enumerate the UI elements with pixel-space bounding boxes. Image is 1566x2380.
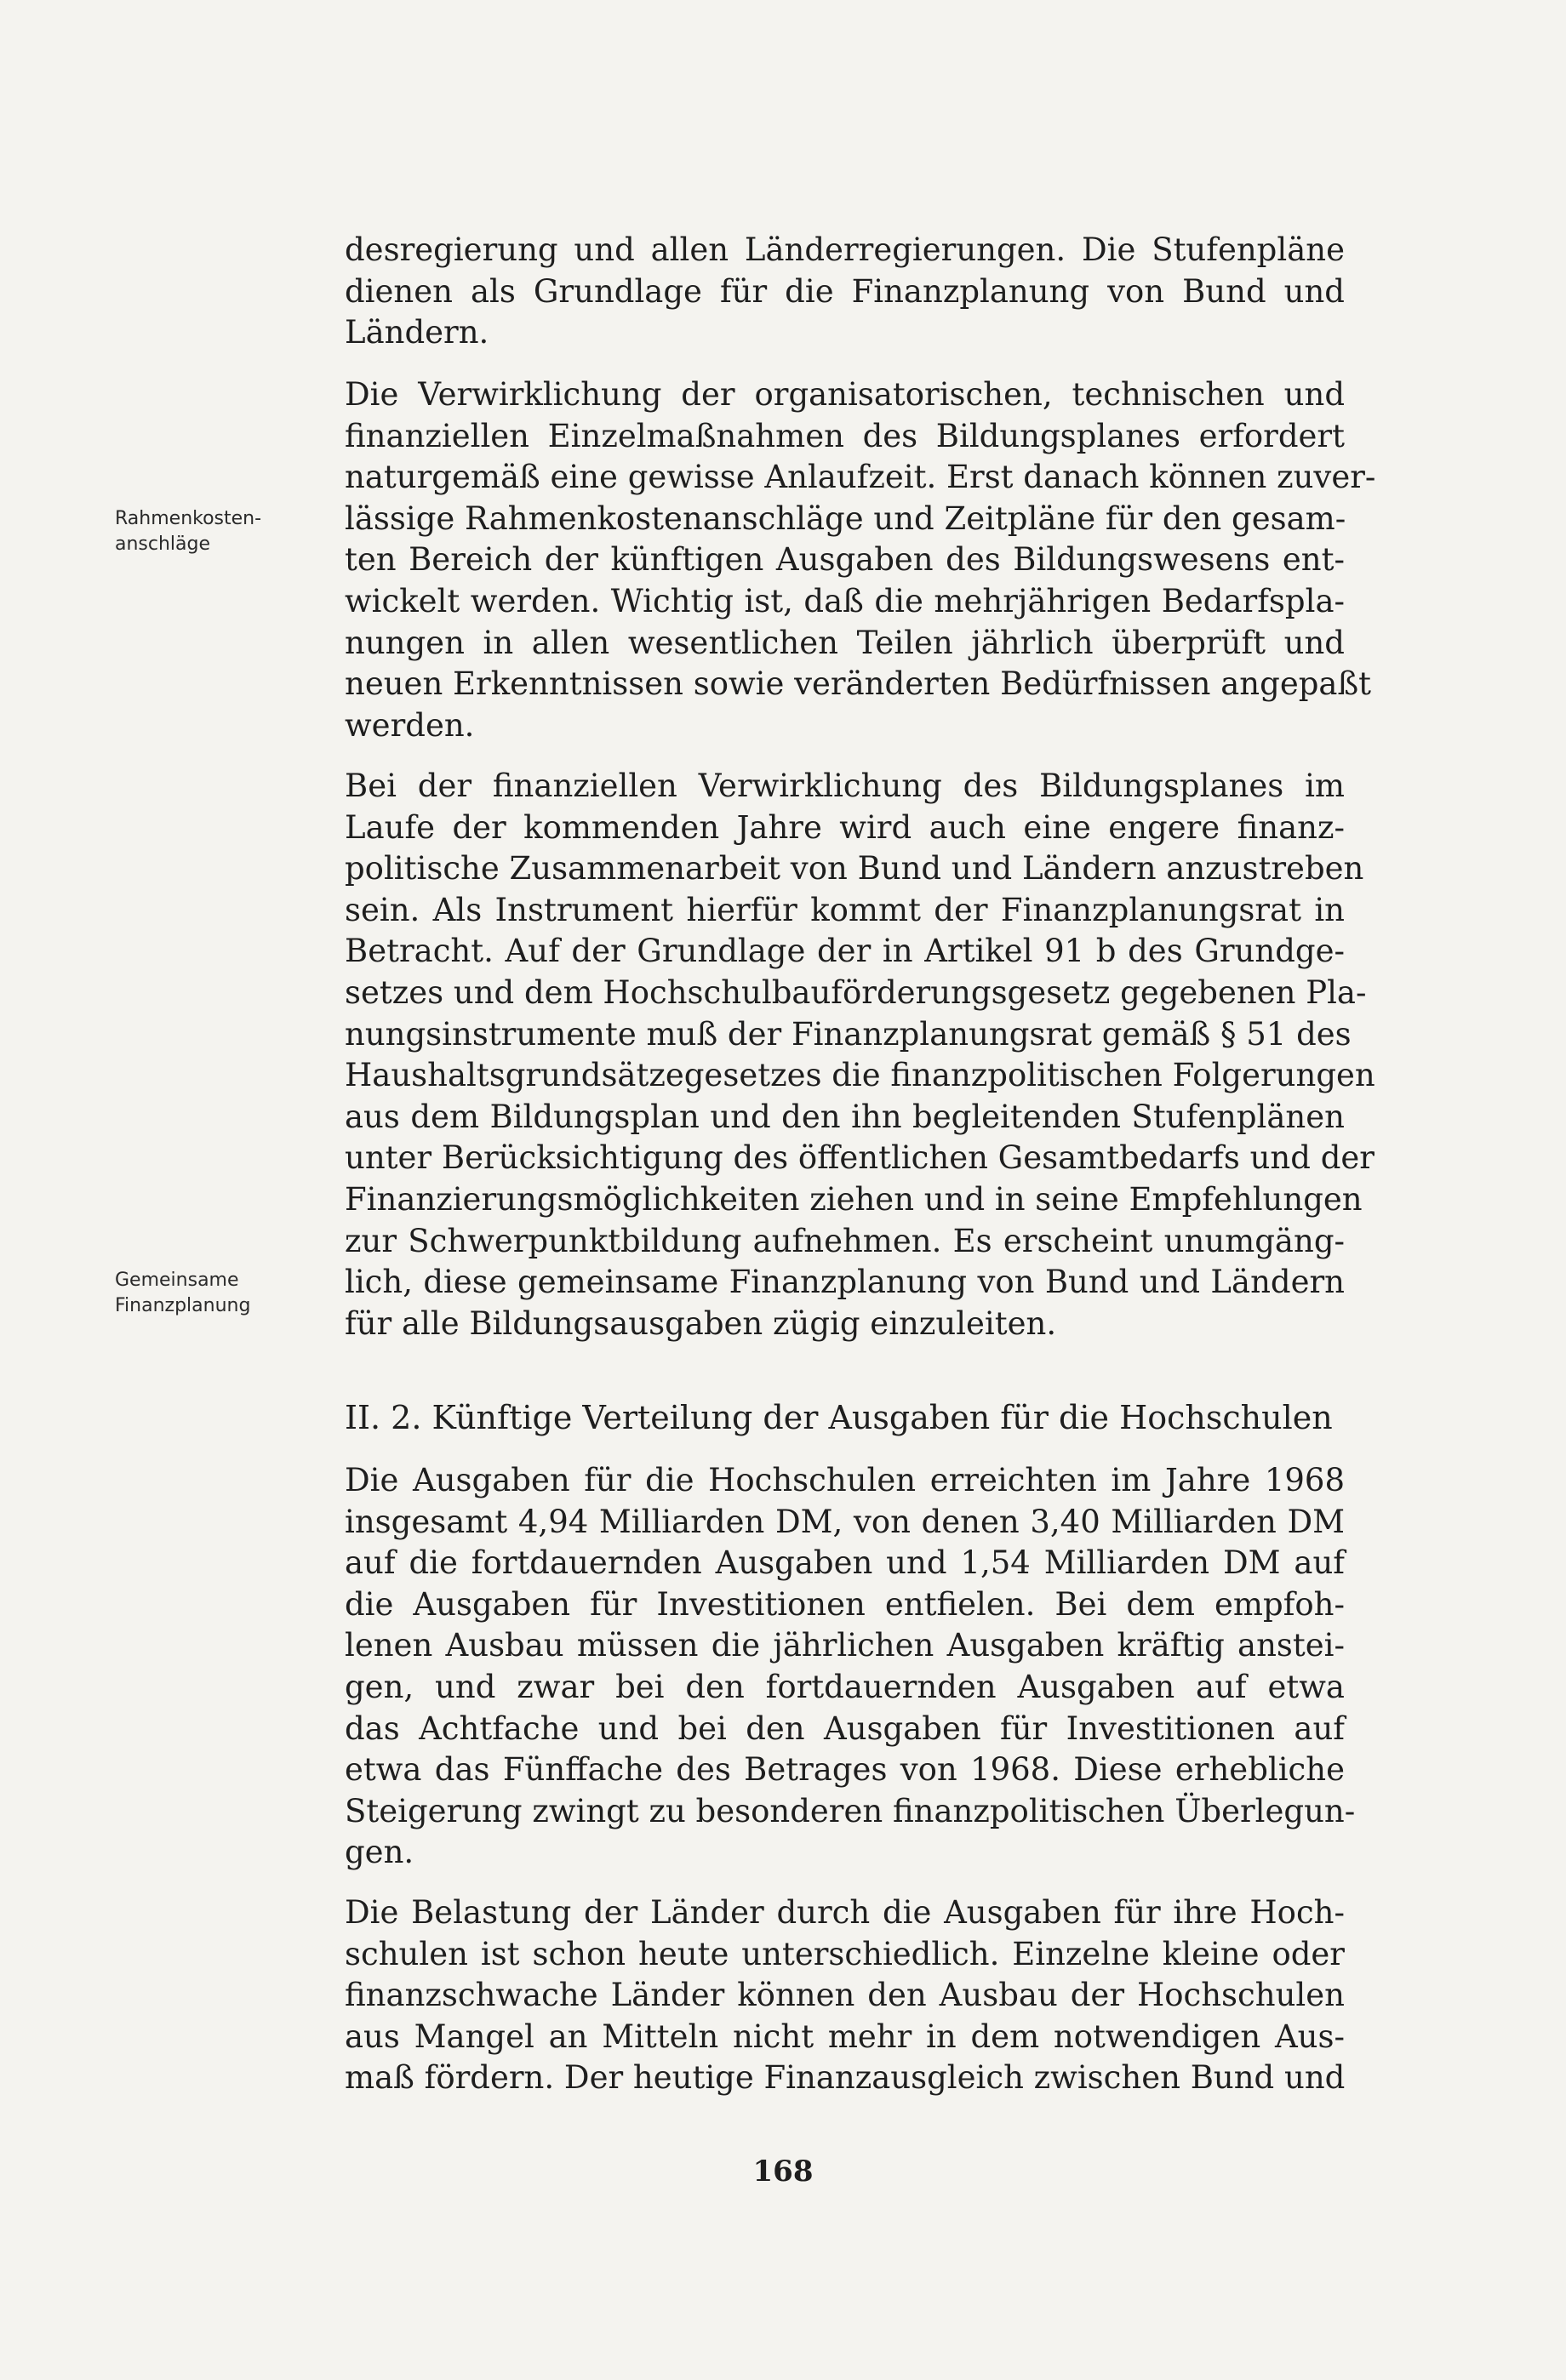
text-line: Haushaltsgrundsätzegesetzes die finanzpolitischen Folgerungen <box>345 1057 1375 1094</box>
text-line: dienen als Grundlage für die Finanzplanung von Bund und <box>345 272 1345 310</box>
text-line: desregierung und allen Länderregierungen. Die Stufenpläne <box>345 231 1345 268</box>
paragraph-3 <box>345 766 1375 1344</box>
margin-note-line: Rahmenkosten- <box>115 508 262 529</box>
text-line: maß fördern. Der heutige Finanzausgleich zwischen Bund und <box>345 2059 1346 2097</box>
paragraph-5 <box>345 1892 1345 2099</box>
text-line: insgesamt 4,94 Milliarden DM, von denen 3,40 Milliarden DM <box>345 1503 1345 1540</box>
paragraph-4 <box>345 1460 1356 1874</box>
text-line: finanzschwache Länder können den Ausbau der Hochschulen <box>345 1977 1345 2014</box>
text-line: nungen in allen wesentlichen Teilen jährlich überprüft und <box>345 624 1345 661</box>
text-line: Laufe der kommenden Jahre wird auch eine engere finanz- <box>345 808 1345 846</box>
text-line: schulen ist schon heute unterschiedlich. Einzelne kleine oder <box>345 1935 1345 1972</box>
text-line: die Ausgaben für Investitionen entfielen. Bei dem empfoh- <box>345 1585 1345 1623</box>
text-line: etwa das Fünffache des Betrages von 1968. Diese erhebliche <box>345 1751 1345 1789</box>
text-line: Die Verwirklichung der organisatorischen, technischen und <box>345 376 1345 413</box>
text-line: ten Bereich der künftigen Ausgaben des Bildungswesens ent- <box>345 541 1345 579</box>
text-line: finanziellen Einzelmaßnahmen des Bildungsplanes erfordert <box>345 417 1345 454</box>
text-line: lich, diese gemeinsame Finanzplanung von Bund und Ländern <box>345 1264 1345 1301</box>
text-line: nungsinstrumente muß der Finanzplanungsrat gemäß § 51 des <box>345 1015 1352 1053</box>
paragraph-1 <box>345 230 1345 354</box>
text-line: für alle Bildungsausgaben zügig einzuleiten. <box>345 1304 1057 1342</box>
text-line: zur Schwerpunktbildung aufnehmen. Es erscheint unumgäng- <box>345 1222 1345 1259</box>
margin-note-line: anschläge <box>115 534 211 555</box>
text-line: wickelt werden. Wichtig ist, daß die mehrjährigen Bedarfspla- <box>345 582 1345 619</box>
text-line: neuen Erkenntnissen sowie veränderten Bedürfnissen angepaßt <box>345 665 1372 703</box>
text-line: Steigerung zwingt zu besonderen finanzpolitischen Überlegun- <box>345 1792 1356 1829</box>
margin-note-rahmenkostenanschlaege <box>115 506 319 557</box>
margin-note-line: Finanzplanung <box>115 1295 251 1316</box>
margin-note-line: Gemeinsame <box>115 1270 239 1291</box>
text-line: aus Mangel an Mitteln nicht mehr in dem notwendigen Aus- <box>345 2018 1345 2055</box>
text-line: Bei der finanziellen Verwirklichung des Bildungsplanes im <box>345 768 1345 804</box>
text-line: unter Berücksichtigung des öffentlichen Gesamtbedarfs und der <box>345 1139 1375 1177</box>
section-heading: II. 2. Künftige Verteilung der Ausgaben für die Hochschulen <box>345 1399 1333 1436</box>
text-line: politische Zusammenarbeit von Bund und Ländern anzustreben <box>345 850 1364 888</box>
text-line: gen, und zwar bei den fortdauernden Ausgaben auf etwa <box>345 1668 1345 1705</box>
margin-note-gemeinsame-finanzplanung <box>115 1268 319 1319</box>
text-line: lenen Ausbau müssen die jährlichen Ausgaben kräftig anstei- <box>345 1627 1345 1664</box>
text-line: werden. <box>345 706 475 744</box>
text-line: setzes und dem Hochschulbauförderungsgesetz gegebenen Pla- <box>345 973 1367 1011</box>
text-line: Finanzierungsmöglichkeiten ziehen und in seine Empfehlungen <box>345 1180 1363 1218</box>
text-line: Die Belastung der Länder durch die Ausgaben für ihre Hoch- <box>345 1894 1345 1931</box>
text-line: naturgemäß eine gewisse Anlaufzeit. Erst danach können zuver- <box>345 459 1376 496</box>
text-line: das Achtfache und bei den Ausgaben für Investitionen auf <box>345 1709 1345 1747</box>
text-line: Betracht. Auf der Grundlage der in Artikel 91 b des Grundge- <box>345 933 1345 970</box>
text-line: auf die fortdauernden Ausgaben und 1,54 Milliarden DM auf <box>345 1544 1345 1582</box>
text-line: aus dem Bildungsplan und den ihn begleitenden Stufenplänen <box>345 1098 1345 1135</box>
page-number: 168 <box>752 2155 814 2189</box>
text-line: sein. Als Instrument hierfür kommt der Finanzplanungsrat in <box>345 891 1345 928</box>
paragraph-2 <box>345 374 1376 746</box>
text-line: Die Ausgaben für die Hochschulen erreichten im Jahre 1968 <box>345 1462 1345 1498</box>
text-line: lässige Rahmenkostenanschläge und Zeitpläne für den gesam- <box>345 499 1346 537</box>
text-line: gen. <box>345 1834 414 1871</box>
text-line: Ländern. <box>345 314 489 351</box>
